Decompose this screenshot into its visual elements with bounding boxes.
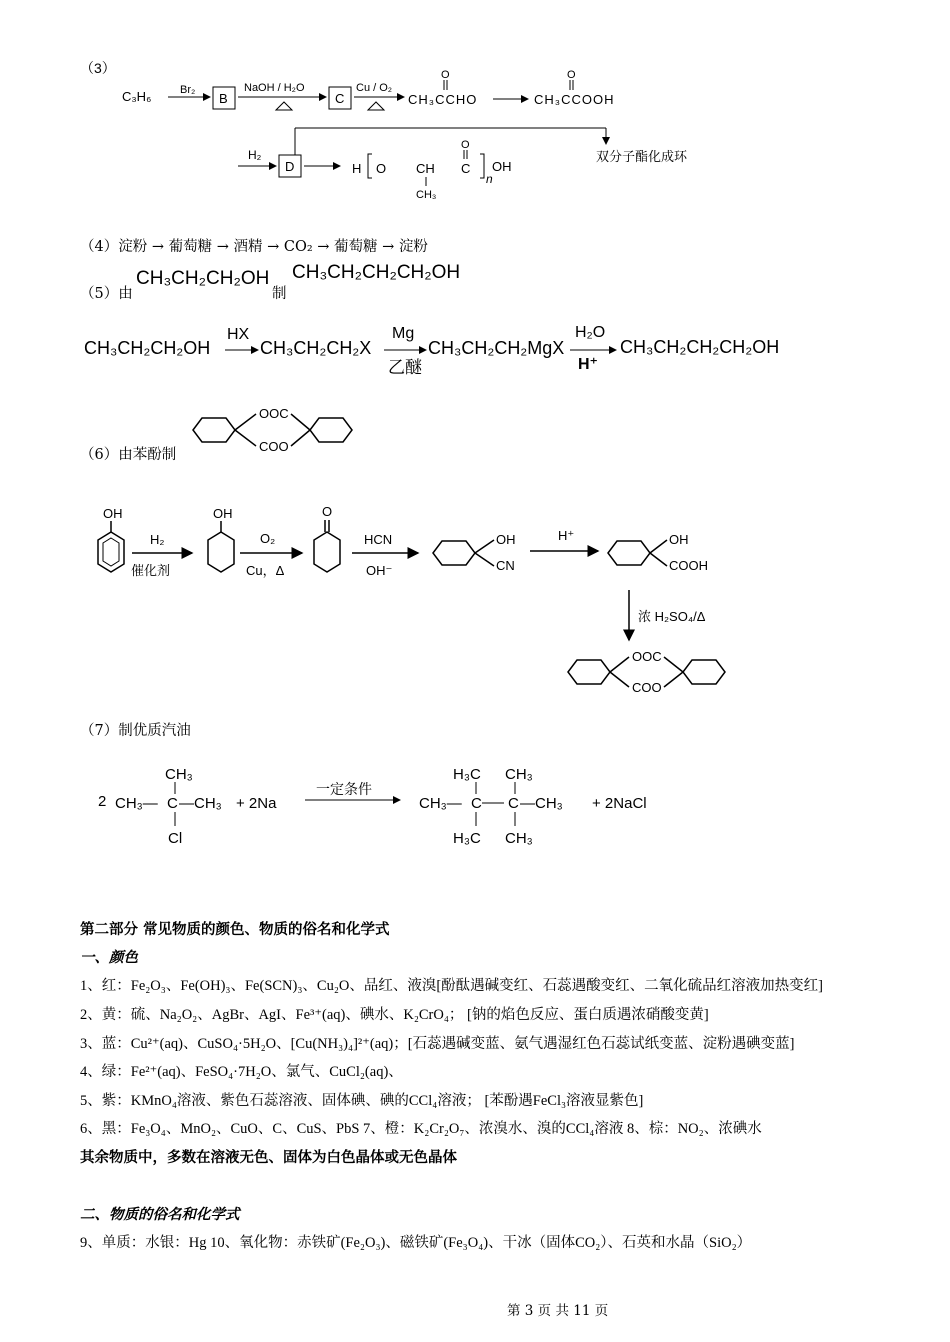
polymer-oh: OH	[492, 159, 512, 174]
scheme-4-label: （4）	[80, 239, 119, 255]
cyclohexane-ring	[568, 660, 610, 684]
line-9: 9、单质：水银：Hg 10、氧化物：赤铁矿(Fe₂O₃)、磁铁矿(Fe₃O₄)、干冰（固体CO₂）、石英和水晶（SiO₂）	[80, 1235, 752, 1251]
reagent-h-plus: H⁺	[578, 356, 598, 373]
reagent-cu-o2: Cu / O₂	[356, 82, 393, 94]
polymer-n: n	[486, 172, 493, 186]
coefficient: 2	[98, 793, 107, 810]
step: 葡萄糖	[168, 239, 213, 255]
reagent-o2: O₂	[260, 531, 276, 546]
heat-triangle-icon	[276, 102, 292, 110]
scheme-5-target: CH₃CH₂CH₂CH₂OH	[292, 262, 461, 283]
cyanohydrin-oh: OH	[496, 532, 516, 547]
ch3-right: —CH₃	[179, 795, 222, 812]
step: 淀粉	[398, 239, 428, 255]
acid-cooh: COOH	[669, 558, 708, 573]
line-green: 4、绿：Fe²⁺(aq)、FeSO₄·7H₂O、氯气、CuCl₂(aq)、	[80, 1064, 403, 1080]
line-blue: 3、蓝：Cu²⁺(aq)、CuSO₄·5H₂O、[Cu(NH₃)₄]²⁺(aq)；[石蕊遇碱变蓝、氨气遇湿红色石蕊试纸变蓝、淀粉遇碘变蓝]	[80, 1036, 795, 1052]
box-c-label: C	[335, 91, 345, 106]
summary: 其余物质中，多数在溶液无色、固体为白色晶体或无色晶体	[80, 1149, 457, 1166]
part-2-title: 第二部分 常见物质的颜色、物质的俗名和化学式	[80, 921, 390, 938]
step: 葡萄糖	[334, 239, 378, 255]
scheme-3	[80, 60, 688, 201]
cyclohexane-ring	[433, 541, 475, 565]
section-2-title: 二、物质的俗名和化学式	[80, 1206, 240, 1223]
pyruvaldehyde: CH₃CCHO	[408, 92, 478, 107]
h3c-bottom: H₃C	[453, 830, 481, 847]
bracket-left	[368, 154, 372, 178]
propyl-halide: CH₃CH₂CH₂X	[260, 338, 372, 358]
propene: C₃H₆	[122, 89, 152, 104]
scheme-5-make: 制	[272, 286, 287, 302]
scheme-4: （4）淀粉 → 葡萄糖 → 酒精 → CO₂ → 葡萄糖 → 淀粉	[80, 239, 428, 255]
reagent-h-plus: H⁺	[558, 528, 575, 543]
reagent-conc-acid: 浓 H₂SO₄/Δ	[638, 609, 706, 624]
reagent-h2: H₂	[248, 148, 262, 162]
cyclohexane-ring	[193, 418, 235, 442]
ooc: OOC	[632, 649, 662, 664]
polymer-ch: CH	[416, 161, 435, 176]
page-footer: 第 3 页 共 11 页	[507, 1303, 609, 1319]
reagent-ether: 乙醚	[388, 358, 422, 377]
box-b-label: B	[219, 91, 228, 106]
reagent-catalyst: 催化剂	[131, 563, 171, 578]
plus-nacl: + 2NaCl	[592, 795, 647, 812]
central-c: C	[167, 795, 178, 812]
coo: COO	[259, 439, 289, 454]
cyanohydrin-cn: CN	[496, 558, 515, 573]
polymer-ch3: CH₃	[416, 189, 437, 201]
reagent-hx: HX	[227, 326, 250, 343]
step: CO₂	[283, 239, 313, 255]
line-yellow: 2、黄：硫、Na₂O₂、AgBr、AgI、Fe³⁺(aq)、碘水、K₂CrO₄； [钠的焰色反应、蛋白质遇浓硝酸变黄]	[80, 1007, 709, 1023]
coo: COO	[632, 680, 662, 695]
ch3-bottom: CH₃	[505, 830, 533, 847]
acid-oh: OH	[669, 532, 689, 547]
line-purple: 5、紫：KMnO₄溶液、紫色石蕊溶液、固体碘、碘的CCl₄溶液； [苯酚遇FeCl₃溶液显紫色]	[80, 1093, 644, 1109]
reagent-hcn: HCN	[364, 532, 393, 547]
step: 淀粉	[118, 239, 148, 255]
scheme-6-label: （6）由苯酚制	[80, 447, 177, 463]
ch3-right: —CH₃	[520, 795, 563, 812]
condition-text: 一定条件	[316, 781, 372, 797]
ch3-top-right: CH₃	[505, 766, 533, 783]
reagent-water: H₂O	[575, 324, 606, 341]
polymer-h: H	[352, 161, 362, 176]
carbonyl-o: O	[567, 69, 576, 81]
polymer-o: O	[376, 161, 387, 176]
line-red: 1、红：Fe₂O₃、Fe(OH)₃、Fe(SCN)₃、Cu₂O、品红、液溴[酚酞遇碱变红、石蕊遇酸变红、二氧化硫品红溶液加热变红]	[80, 978, 824, 994]
scheme-3-label: （3）	[80, 60, 116, 76]
plus-sodium: + 2Na	[236, 795, 277, 812]
cyclohexane-ring	[310, 418, 352, 442]
pyruvic-acid: CH₃CCOOH	[534, 92, 615, 107]
scheme-7	[98, 766, 647, 847]
propanol: CH₃CH₂CH₂OH	[84, 338, 211, 358]
ch3-top: CH₃	[165, 766, 193, 783]
butanol: CH₃CH₂CH₂CH₂OH	[620, 337, 780, 357]
box-d-label: D	[285, 159, 295, 174]
chlorine: Cl	[168, 830, 183, 847]
cyclohexanone-o: O	[322, 504, 333, 519]
polymer-c: C	[461, 161, 471, 176]
reagent-br2: Br₂	[180, 84, 196, 96]
polymer-carbonyl-o: O	[461, 139, 470, 151]
cyclohexane-ring	[608, 541, 650, 565]
heat-triangle-icon	[368, 102, 384, 110]
c-right: C	[508, 795, 519, 812]
bracket-right	[480, 154, 484, 178]
ch3-left: CH₃—	[419, 795, 462, 812]
reagent-naoh: NaOH / H₂O	[244, 82, 305, 94]
ch3-left: CH₃—	[115, 795, 158, 812]
cyclohexane-ring	[208, 532, 234, 572]
phenol-oh: OH	[103, 506, 123, 521]
reagent-mg: Mg	[392, 325, 415, 342]
reagent-cu-heat: Cu，Δ	[246, 563, 285, 578]
ooc: OOC	[259, 406, 289, 421]
section-1-title: 一、颜色	[80, 949, 138, 966]
line-black: 6、黑：Fe₃O₄、MnO₂、CuO、C、CuS、PbS 7、橙：K₂Cr₂O₇、浓溴水、溴的CCl₄溶液 8、棕：NO₂、浓碘水	[80, 1121, 762, 1137]
dimer-ring-text: 双分子酯化成环	[596, 149, 688, 164]
reagent-h2: H₂	[150, 532, 165, 547]
scheme-7-label: （7）制优质汽油	[80, 723, 191, 739]
cyclohexanol-oh: OH	[213, 506, 233, 521]
scheme-5-start: CH₃CH₂CH₂OH	[136, 268, 270, 289]
scheme-5-label: （5）由	[80, 286, 133, 302]
cyclohexane-ring	[683, 660, 725, 684]
step: 酒精	[233, 239, 263, 255]
grignard-reagent: CH₃CH₂CH₂MgX	[428, 338, 565, 358]
scheme-6	[98, 406, 725, 695]
reagent-oh-minus: OH⁻	[366, 563, 393, 578]
h3c-top: H₃C	[453, 766, 481, 783]
c-left: C	[471, 795, 482, 812]
cyclohexane-ring	[314, 532, 340, 572]
carbonyl-o: O	[441, 69, 450, 81]
